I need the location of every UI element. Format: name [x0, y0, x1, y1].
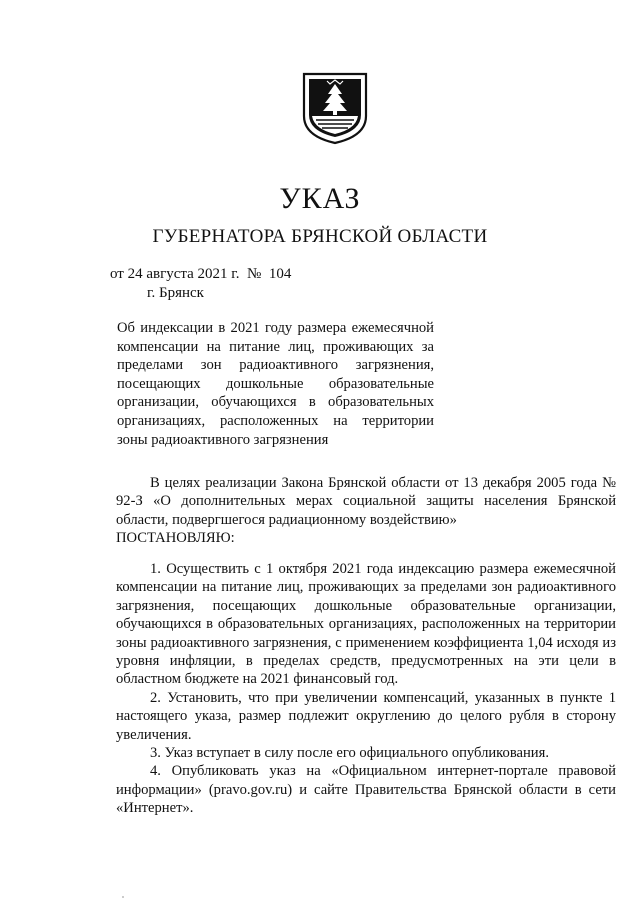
city-line: г. Брянск	[147, 285, 204, 301]
preamble-text: В целях реализации Закона Брянской области от 13 декабря 2005 года № 92-З «О дополнительных мерах социальной защиты населения Брянской области, подвергшегося радиационному воздействию»	[116, 475, 616, 528]
decree-item-3: 3. Указ вступает в силу после его официального опубликования.	[150, 745, 549, 762]
decree-word: ПОСТАНОВЛЯЮ:	[116, 530, 235, 547]
coat-of-arms-icon	[298, 70, 372, 146]
issuer-heading: ГУБЕРНАТОРА БРЯНСКОЙ ОБЛАСТИ	[152, 226, 488, 247]
scan-speck	[122, 896, 124, 898]
decree-item-4: 4. Опубликовать указ на «Официальном интернет-портале правовой информации» (pravo.gov.ru) и сайте Правительства Брянской области в сети «Интернет».	[116, 763, 616, 817]
preamble-block	[116, 474, 616, 548]
decree-item-1: 1. Осуществить с 1 октября 2021 года индексацию размера ежемесячной компенсации на питание лиц, проживающих за пределами зон радиоактивного загрязнения, посещающих дошкольные образовательные организации, обучающихся в образовательных организациях, расположенных на территории зоны радиоактивного загрязнения, с применением коэффициента 1,04 исходя из уровня инфляции, в пределах средств, предусмотренных на эти цели в областном бюджете на 2021 финансовый год.	[116, 561, 616, 688]
decree-item-2: 2. Установить, что при увеличении компенсаций, указанных в пункте 1 настоящего указа, размер подлежит округлению до целого рубля в сторону увеличения.	[116, 689, 616, 743]
date-number-line: от 24 августа 2021 г. № 104	[110, 266, 292, 282]
document-type-heading: УКАЗ	[279, 182, 361, 215]
decree-subject: Об индексации в 2021 году размера ежемесячной компенсации на питание лиц, проживающих за пределами зон радиоактивного загрязнения, посещающих дошкольные образовательные организации, обучающихся в образовательных организациях, расположенных на территории зоны радиоактивного загрязнения	[117, 320, 434, 448]
decree-items	[116, 560, 616, 818]
